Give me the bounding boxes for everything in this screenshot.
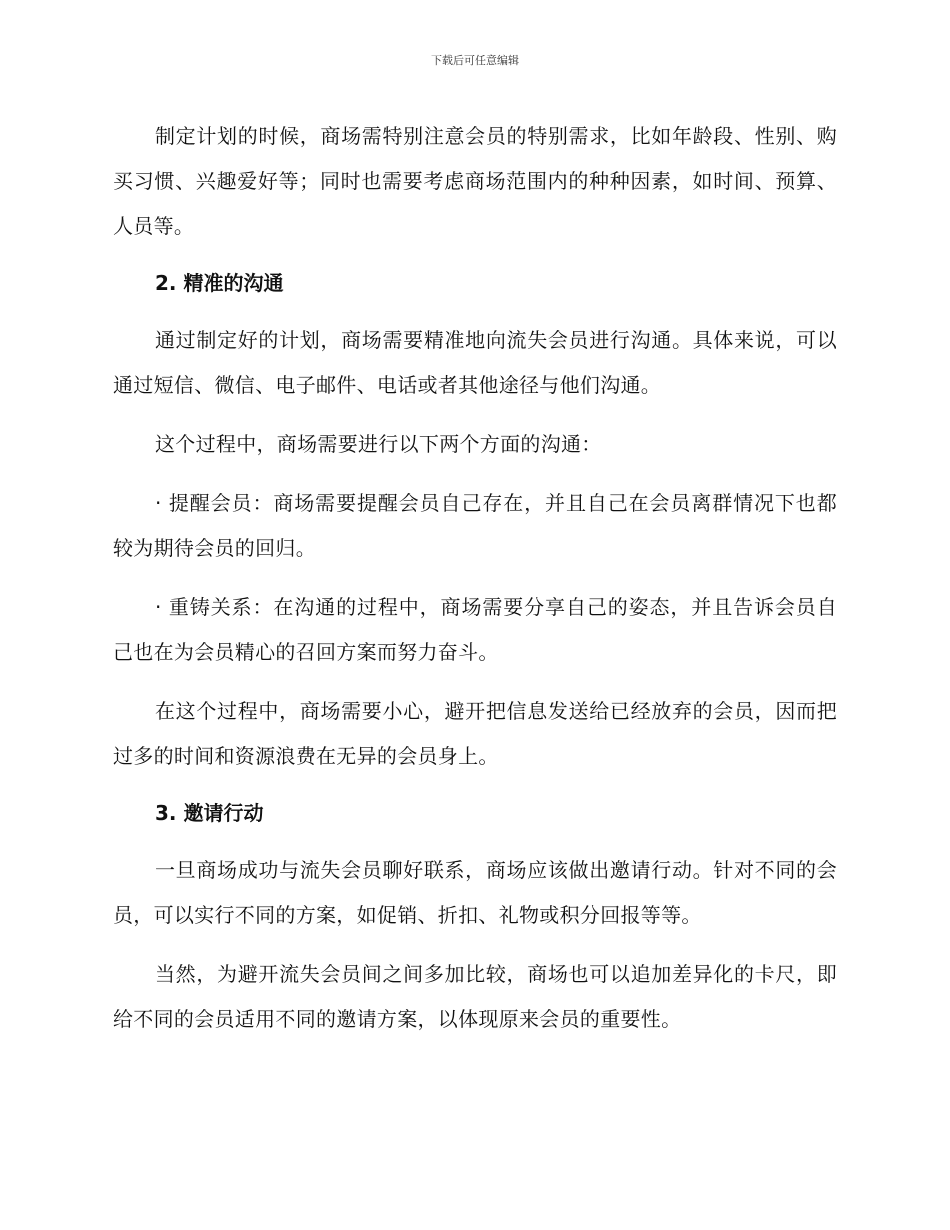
paragraph-planning-needs: 制定计划的时候，商场需特别注意会员的特别需求，比如年龄段、性别、购买习惯、兴趣爱好等；同时也需要考虑商场范围内的种种因素，如时间、预算、人员等。 <box>113 124 837 238</box>
spacer <box>113 408 837 422</box>
section-heading-invite-action: 3. 邀请行动 <box>155 801 264 825</box>
paragraph-two-aspects: 这个过程中，商场需要进行以下两个方面的沟通： <box>155 432 602 456</box>
paragraph-differentiation: 当然，为避开流失会员间之间多加比较，商场也可以追加差异化的卡尺，即给不同的会员适用不同的邀请方案，以体现原来会员的重要性。 <box>113 962 837 1031</box>
spacer <box>113 306 837 318</box>
document-body <box>113 114 837 1042</box>
spacer <box>113 675 837 689</box>
paragraph-communication-channels: 通过制定好的计划，商场需要精准地向流失会员进行沟通。具体来说，可以通过短信、微信、电子邮件、电话或者其他途径与他们沟通。 <box>113 328 837 397</box>
section-heading-precise-communication: 2. 精准的沟通 <box>155 271 284 295</box>
bullet-remind-members: · 提醒会员：商场需要提醒会员自己存在，并且自己在会员离群情况下也都较为期待会员的回归。 <box>113 491 837 560</box>
spacer <box>113 571 837 585</box>
bullet-rebuild-relationship: · 重铸关系：在沟通的过程中，商场需要分享自己的姿态，并且告诉会员自己也在为会员精心的召回方案而努力奋斗。 <box>113 595 837 664</box>
spacer <box>113 836 837 848</box>
spacer <box>113 779 837 791</box>
paragraph-caution: 在这个过程中，商场需要小心，避开把信息发送给已经放弃的会员，因而把过多的时间和资源浪费在无异的会员身上。 <box>113 699 837 768</box>
spacer <box>113 938 837 952</box>
spacer <box>113 249 837 261</box>
page-header: 下载后可任意编辑 <box>431 54 519 67</box>
spacer <box>113 467 837 481</box>
paragraph-invite-plans: 一旦商场成功与流失会员聊好联系，商场应该做出邀请行动。针对不同的会员，可以实行不同的方案，如促销、折扣、礼物或积分回报等等。 <box>113 858 837 927</box>
